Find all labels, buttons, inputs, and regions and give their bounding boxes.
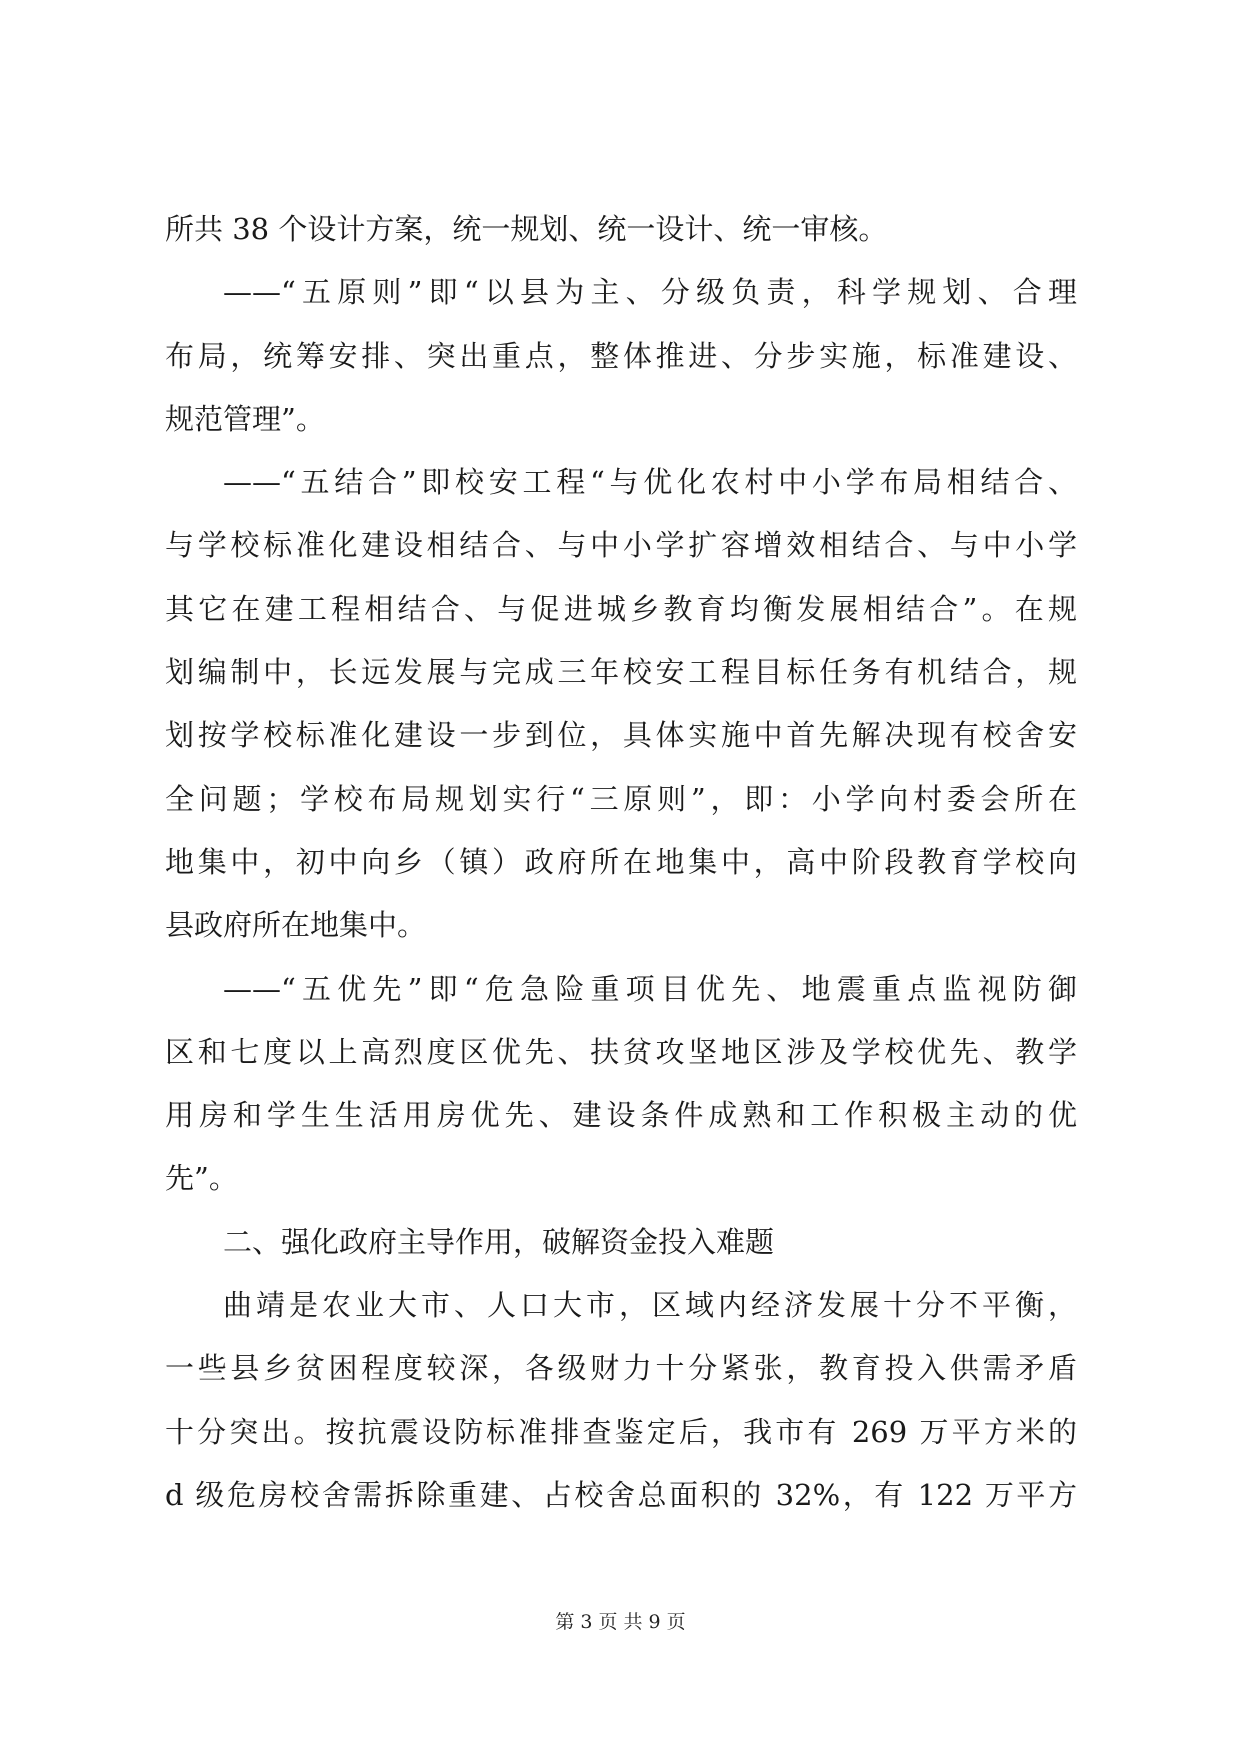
text-line: 曲靖是农业大市、人口大市，区域内经济发展十分不平衡， xyxy=(223,1288,1077,1323)
text-line: 划按学校标准化建设一步到位，具体实施中首先解决现有校舍安 xyxy=(165,718,1077,753)
text-line: 规范管理”。 xyxy=(165,401,325,436)
text-line: 地集中，初中向乡（镇）政府所在地集中，高中阶段教育学校向 xyxy=(165,844,1077,879)
text-line: 区和七度以上高烈度区优先、扶贫攻坚地区涉及学校优先、教学 xyxy=(165,1034,1077,1069)
text-line: 全问题；学校布局规划实行“三原则”，即：小学向村委会所在 xyxy=(165,781,1077,816)
section-heading: 二、强化政府主导作用，破解资金投入难题 xyxy=(223,1224,775,1259)
text-line: 十分突出。按抗震设防标准排查鉴定后，我市有 269 万平方米的 xyxy=(165,1414,1077,1449)
text-line: 与学校标准化建设相结合、与中小学扩容增效相结合、与中小学 xyxy=(165,528,1077,563)
text-line: 布局，统筹安排、突出重点，整体推进、分步实施，标准建设、 xyxy=(165,338,1077,373)
text-line: 一些县乡贫困程度较深，各级财力十分紧张，教育投入供需矛盾 xyxy=(165,1351,1077,1386)
text-line: 划编制中，长远发展与完成三年校安工程目标任务有机结合，规 xyxy=(165,655,1077,690)
text-line: d 级危房校舍需拆除重建、占校舍总面积的 32%，有 122 万平方 xyxy=(165,1477,1077,1512)
text-line: 县政府所在地集中。 xyxy=(165,908,427,943)
text-line: ——“五优先”即“危急险重项目优先、地震重点监视防御 xyxy=(223,971,1077,1006)
text-line: ——“五结合”即校安工程“与优化农村中小学布局相结合、 xyxy=(223,465,1077,500)
text-line: 其它在建工程相结合、与促进城乡教育均衡发展相结合”。在规 xyxy=(165,591,1077,626)
text-line: ——“五原则”即“以县为主、分级负责，科学规划、合理 xyxy=(223,275,1077,310)
page-number-footer: 第 3 页 共 9 页 xyxy=(555,1611,686,1633)
text-line: 所共 38 个设计方案，统一规划、统一设计、统一审核。 xyxy=(165,212,888,246)
document-body xyxy=(165,198,1077,1527)
text-line: 用房和学生生活用房优先、建设条件成熟和工作积极主动的优 xyxy=(165,1098,1077,1133)
text-line: 先”。 xyxy=(165,1161,238,1196)
